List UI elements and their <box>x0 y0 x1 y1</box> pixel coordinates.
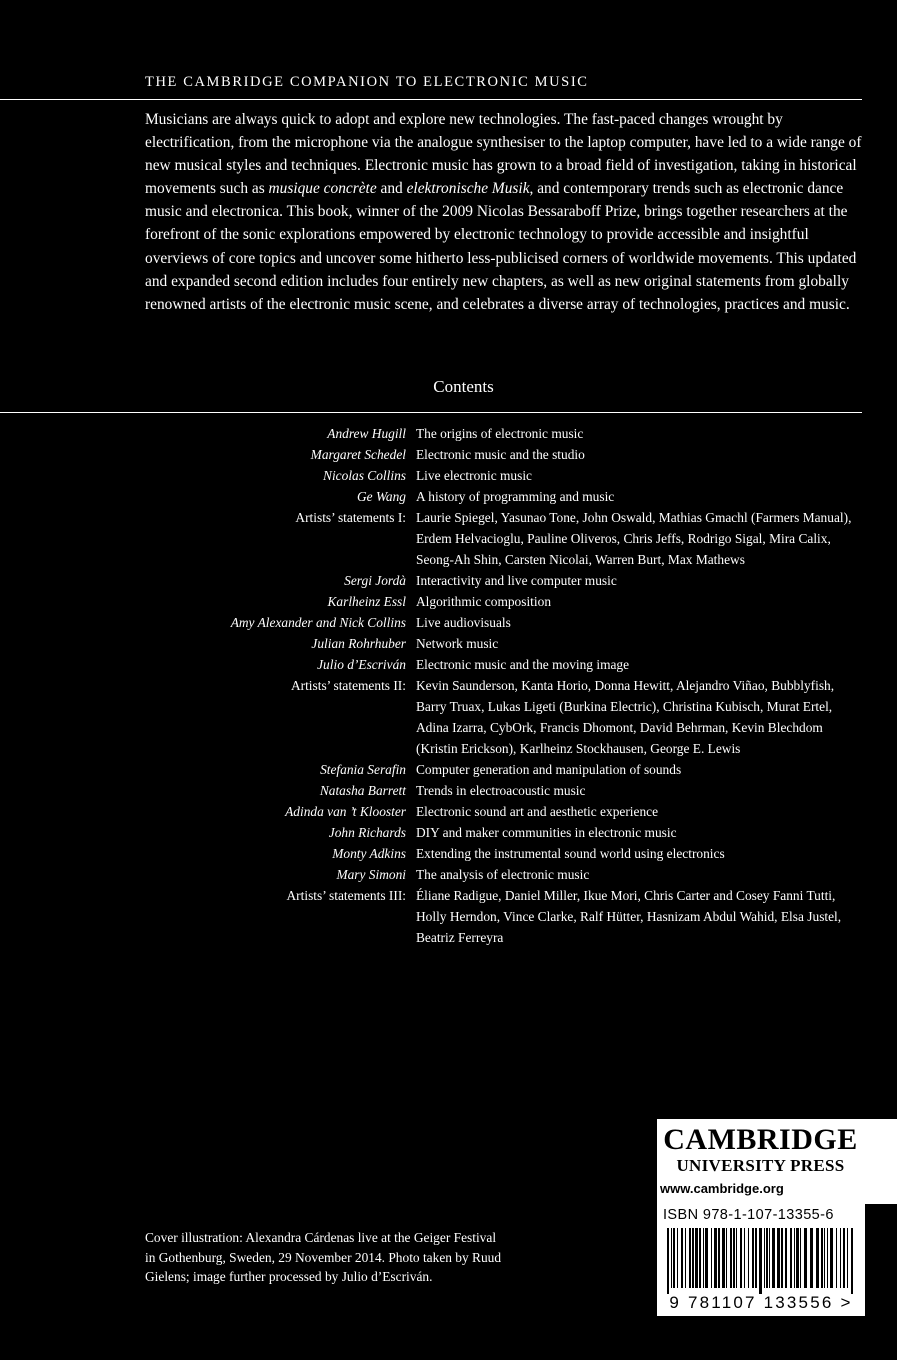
barcode-bar <box>766 1228 768 1288</box>
contents-entry <box>0 801 897 822</box>
contents-title: The analysis of electronic music <box>416 867 590 882</box>
contents-title: Extending the instrumental sound world using electronics <box>416 846 725 861</box>
contents-author: Artists’ statements III: <box>286 888 406 903</box>
barcode-bar <box>711 1228 712 1288</box>
barcode-bar <box>785 1228 787 1288</box>
contents-entry <box>0 843 897 864</box>
contents-author: Monty Adkins <box>332 846 406 861</box>
barcode-bar <box>699 1228 701 1288</box>
publisher-website: www.cambridge.org <box>660 1181 784 1196</box>
barcode-bar <box>722 1228 725 1288</box>
barcode-bar <box>830 1228 833 1288</box>
contents-author: Sergi Jordà <box>344 573 406 588</box>
barcode-bar <box>733 1228 735 1288</box>
contents-title: Network music <box>416 636 499 651</box>
contents-author: Ge Wang <box>357 489 406 504</box>
top-divider <box>0 99 862 100</box>
contents-entry <box>0 486 897 507</box>
isbn-barcode <box>657 1204 865 1316</box>
contents-title: Laurie Spiegel, Yasunao Tone, John Oswald, Mathias Gmachl (Farmers Manual), Erdem Helvacioglu, Pauline Oliveros, Chris Jeffs, Rodrigo Sigal, Mira Calix, Seong-Ah Shin, Carsten Nicolai, Warren Burt, Max Mathews <box>416 510 852 567</box>
blurb-segment: Musicians are always quick to adopt and explore new technologies. The fast-paced changes wrought by electrification, from the microphone via the analogue synthesiser to the laptop computer, have led to a wide range of new musical styles and techniques. Electronic music has grown to a broad field of investigation, taking in historical movements such as <box>145 111 862 198</box>
series-title: THE CAMBRIDGE COMPANION TO ELECTRONIC MUSIC <box>145 74 589 90</box>
contents-entry <box>0 612 897 633</box>
contents-entry <box>0 654 897 675</box>
barcode-bar <box>736 1228 737 1288</box>
barcode-bar <box>748 1228 749 1288</box>
barcode-bar <box>821 1228 823 1288</box>
barcode-bar <box>794 1228 795 1288</box>
contents-author: Andrew Hugill <box>327 426 406 441</box>
publisher-logo <box>657 1119 897 1204</box>
barcode-bar <box>824 1228 825 1288</box>
contents-title: Electronic sound art and aesthetic experience <box>416 804 659 819</box>
contents-entry <box>0 591 897 612</box>
barcode-bar <box>796 1228 799 1288</box>
barcode-bar <box>667 1228 669 1294</box>
contents-title: Electronic music and the moving image <box>416 657 630 672</box>
contents-author: Amy Alexander and Nick Collins <box>230 615 406 630</box>
contents-divider <box>0 412 862 413</box>
contents-entry <box>0 507 897 570</box>
barcode-bar <box>769 1228 770 1288</box>
barcode-bar <box>840 1228 841 1288</box>
barcode-bar <box>695 1228 698 1288</box>
contents-entry <box>0 864 897 885</box>
barcode-bar <box>755 1228 757 1288</box>
contents-entry <box>0 822 897 843</box>
contents-entry <box>0 633 897 654</box>
contents-author: Nicolas Collins <box>323 468 406 483</box>
blurb-segment: and <box>376 180 407 198</box>
cover-credit: Cover illustration: Alexandra Cárdenas live at the Geiger Festival in Gothenburg, Sweden, 29 November 2014. Photo taken by Ruud Gielens; image further processed by Julio d’Escriván. <box>145 1230 502 1285</box>
contents-title: Trends in electroacoustic music <box>416 783 586 798</box>
description-blurb <box>145 108 867 316</box>
contents-title: Kevin Saunderson, Kanta Horio, Donna Hewitt, Alejandro Viñao, Bubblyfish, Barry Truax, Lukas Ligeti (Burkina Electric), Christina Kubisch, Murat Ertel, Adina Izarra, CybOrk, Francis Dhomont, David Behrman, Kevin Blechdom (Kristin Erickson), Karlheinz Stockhausen, George E. Lewis <box>416 678 835 756</box>
barcode-bar <box>692 1228 694 1288</box>
publisher-name: CAMBRIDGE <box>663 1123 858 1156</box>
barcode-bar <box>744 1228 745 1288</box>
contents-author: Julio d’Escriván <box>317 657 406 672</box>
barcode-bar <box>810 1228 813 1288</box>
barcode-bar <box>781 1228 783 1288</box>
contents-title: DIY and maker communities in electronic music <box>416 825 677 840</box>
blurb-segment: , and contemporary trends such as electronic dance music and electronica. This book, winner of the 2009 Nicolas Bessaraboff Prize, brings together researchers at the forefront of the sonic explorations empowered by electronic technology to provide accessible and insightful overviews of core topics and uncover some hitherto less-publicised corners of worldwide movements. This updated and expanded second edition includes four entirely new chapters, as well as new original statements from globally renowned artists of the electronic music scene, and celebrates a diverse array of technologies, practices and music. <box>145 180 857 313</box>
contents-entry <box>0 423 897 444</box>
barcode-bar <box>827 1228 828 1288</box>
contents-title: Interactivity and live computer music <box>416 573 617 588</box>
barcode-bar <box>851 1228 853 1294</box>
contents-entry <box>0 759 897 780</box>
barcode-digits: 9 781107 133556 > <box>669 1293 853 1312</box>
barcode-bar <box>677 1228 678 1288</box>
barcode-bars <box>657 1228 865 1298</box>
publisher-subtitle: UNIVERSITY PRESS <box>676 1156 845 1175</box>
blurb-segment: elektronische Musik <box>406 180 530 198</box>
contents-title: Live electronic music <box>416 468 533 483</box>
contents-author: Artists’ statements I: <box>295 510 406 525</box>
contents-title: Electronic music and the studio <box>416 447 585 462</box>
table-of-contents <box>0 423 897 948</box>
contents-author: Mary Simoni <box>336 867 406 882</box>
contents-author: Stefania Serafin <box>320 762 406 777</box>
barcode-bar <box>752 1228 754 1288</box>
barcode-bar <box>705 1228 708 1288</box>
contents-title: Live audiovisuals <box>416 615 511 630</box>
barcode-bar <box>681 1228 683 1288</box>
barcode-bar <box>703 1228 704 1288</box>
contents-author: Karlheinz Essl <box>327 594 406 609</box>
blurb-segment: musique concrète <box>268 180 377 198</box>
contents-entry <box>0 885 897 948</box>
barcode-bar <box>726 1228 727 1288</box>
barcode-bar <box>764 1228 765 1288</box>
barcode-bar <box>772 1228 775 1288</box>
barcode-bar <box>671 1228 672 1288</box>
barcode-bar <box>718 1228 720 1288</box>
contents-title: Éliane Radigue, Daniel Miller, Ikue Mori, Chris Carter and Cosey Fanni Tutti, Holly Herndon, Vince Clarke, Ralf Hütter, Hasnizam Abdul Wahid, Elsa Justel, Beatriz Ferreyra <box>416 888 842 945</box>
contents-author: John Richards <box>328 825 406 840</box>
contents-entry <box>0 780 897 801</box>
contents-entry <box>0 444 897 465</box>
isbn-label: ISBN 978-1-107-13355-6 <box>663 1207 834 1223</box>
barcode-bar <box>847 1228 848 1288</box>
contents-entry <box>0 570 897 591</box>
barcode-bar <box>843 1228 845 1288</box>
barcode-bar <box>816 1228 819 1288</box>
contents-author: Artists’ statements II: <box>290 678 406 693</box>
contents-title: A history of programming and music <box>416 489 615 504</box>
barcode-bar <box>836 1228 837 1288</box>
barcode-bar <box>759 1228 762 1294</box>
barcode-bar <box>689 1228 691 1288</box>
contents-title: Computer generation and manipulation of sounds <box>416 762 682 777</box>
barcode-bar <box>804 1228 807 1288</box>
contents-author: Julian Rohrhuber <box>311 636 406 651</box>
barcode-bar <box>740 1228 742 1288</box>
barcode-bar <box>800 1228 801 1288</box>
contents-author: Adinda van ’t Klooster <box>285 804 406 819</box>
contents-title: The origins of electronic music <box>416 426 584 441</box>
contents-author: Natasha Barrett <box>319 783 406 798</box>
barcode-bar <box>714 1228 717 1288</box>
contents-entry <box>0 465 897 486</box>
contents-heading: Contents <box>433 377 494 396</box>
contents-author: Margaret Schedel <box>310 447 406 462</box>
contents-entry <box>0 675 897 759</box>
contents-title: Algorithmic composition <box>416 594 552 609</box>
barcode-bar <box>790 1228 792 1288</box>
barcode-bar <box>685 1228 686 1288</box>
barcode-bar <box>673 1228 675 1288</box>
barcode-bar <box>730 1228 732 1288</box>
barcode-bar <box>777 1228 780 1288</box>
